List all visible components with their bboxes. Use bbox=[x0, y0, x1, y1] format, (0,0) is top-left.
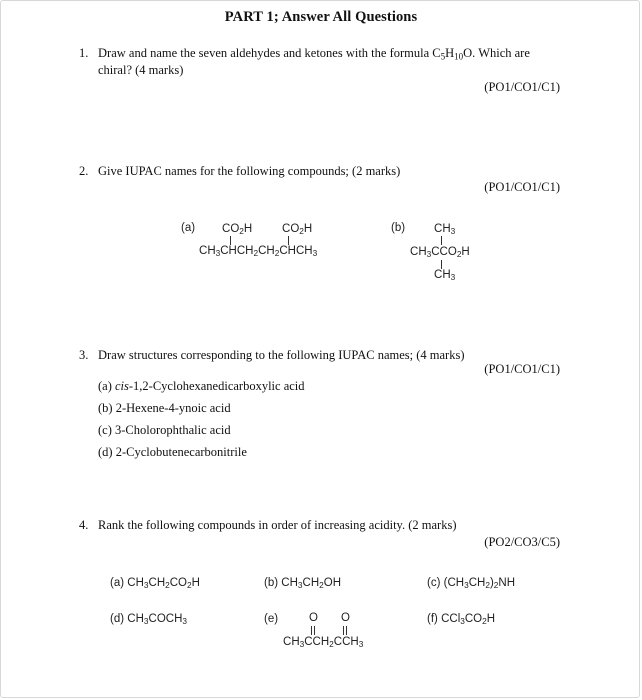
q4-compound-formula: $CH_3CH_2CO_2H$ bbox=[127, 577, 200, 591]
q1-line1-post: O. Which are bbox=[463, 46, 530, 60]
q4-compound-c bbox=[427, 577, 515, 589]
q3-item-italic: cis bbox=[115, 379, 129, 393]
q2a-label: (a) bbox=[181, 222, 196, 234]
q2b-main-chain: $CH_3CCO_2H$ bbox=[410, 246, 470, 260]
q4-compound-e-double-bond-1 bbox=[311, 626, 315, 635]
q3-item-d bbox=[98, 445, 247, 460]
q3-item-a bbox=[98, 379, 305, 394]
q1-text bbox=[98, 45, 530, 79]
q1-code: (PO1/CO1/C1) bbox=[484, 80, 560, 94]
q4-compound-e-oxygen-2: O bbox=[341, 612, 350, 624]
q4-compound-label: (f) bbox=[427, 613, 438, 625]
q4-compound-e-oxygen-1: O bbox=[309, 612, 318, 624]
q4-compound-e-double-bond-2 bbox=[343, 626, 347, 635]
q3-item-text: 2-Cyclobutenecarbonitrile bbox=[115, 445, 247, 459]
q2-text: Give IUPAC names for the following compounds; (2 marks) bbox=[98, 164, 401, 178]
q4-number: 4. bbox=[79, 518, 89, 532]
q4-compound-b bbox=[264, 577, 341, 589]
q1-h: H bbox=[445, 46, 455, 60]
q4-compound-d bbox=[110, 613, 187, 625]
q2b-bond-top bbox=[441, 236, 442, 245]
q4-compound-e-formula: $CH_3CCH_2CCH_3$ bbox=[283, 636, 364, 650]
q3-text: Draw structures corresponding to the following IUPAC names; (4 marks) bbox=[98, 348, 465, 362]
q3-item-label: (b) bbox=[98, 401, 113, 415]
q3-item-text: 3-Cholorophthalic acid bbox=[115, 423, 231, 437]
q4-compound-e-label: (e) bbox=[264, 613, 279, 625]
q2b-bond-bottom bbox=[441, 260, 442, 269]
q3-item-c bbox=[98, 423, 231, 438]
q4-compound-label: (a) bbox=[110, 577, 125, 589]
q3-item-text: 2-Hexene-4-ynoic acid bbox=[115, 401, 231, 415]
q1-line2: chiral? (4 marks) bbox=[98, 63, 184, 77]
q2b-top-methyl: $CH_3$ bbox=[434, 223, 456, 237]
q3-number: 3. bbox=[79, 348, 89, 362]
q4-compound-label: (d) bbox=[110, 613, 125, 625]
q4-compound-f bbox=[427, 613, 495, 625]
q4-compound-label: (b) bbox=[264, 577, 279, 589]
q4-text: Rank the following compounds in order of increasing acidity. (2 marks) bbox=[98, 518, 457, 532]
q2a-main-chain: $CH_3CHCH_2CH_2CHCH_3$ bbox=[199, 245, 318, 259]
q3-item-b bbox=[98, 401, 231, 416]
q3-item-label: (a) bbox=[98, 379, 112, 393]
q1-line1-pre: Draw and name the seven aldehydes and ketones with the formula C bbox=[98, 46, 441, 60]
q2a-bond-1 bbox=[230, 236, 231, 245]
q4-compound-label: (c) bbox=[427, 577, 441, 589]
page-title: PART 1; Answer All Questions bbox=[224, 9, 418, 25]
q4-compound-formula: $(CH_3CH_2)_2NH$ bbox=[443, 577, 516, 591]
q3-item-label: (d) bbox=[98, 445, 113, 459]
q4-compound-formula: $CH_3COCH_3$ bbox=[127, 613, 187, 627]
q4-code: (PO2/CO3/C5) bbox=[484, 535, 560, 549]
q3-item-label: (c) bbox=[98, 423, 112, 437]
q2b-bottom-methyl: $CH_3$ bbox=[434, 269, 456, 283]
q4-compound-formula: $CH_3CH_2OH$ bbox=[281, 577, 341, 591]
q2a-carboxyl-2: $CO_2H$ bbox=[282, 223, 313, 237]
q3-item-text: -1,2-Cyclohexanedicarboxylic acid bbox=[128, 379, 305, 393]
q4-compound-a bbox=[110, 577, 200, 589]
q1-h-subscript: 10 bbox=[454, 51, 464, 62]
q2a-carboxyl-1: $CO_2H$ bbox=[222, 223, 253, 237]
q4-compound-formula: $CCl_3CO_2H$ bbox=[441, 613, 496, 627]
q2b-label: (b) bbox=[391, 222, 406, 234]
q1-c-subscript: 5 bbox=[440, 51, 446, 62]
q1-number: 1. bbox=[79, 46, 89, 60]
q2-number: 2. bbox=[79, 164, 89, 178]
q3-code: (PO1/CO1/C1) bbox=[484, 362, 560, 376]
q2a-bond-2 bbox=[288, 236, 289, 245]
q2-code: (PO1/CO1/C1) bbox=[484, 180, 560, 194]
